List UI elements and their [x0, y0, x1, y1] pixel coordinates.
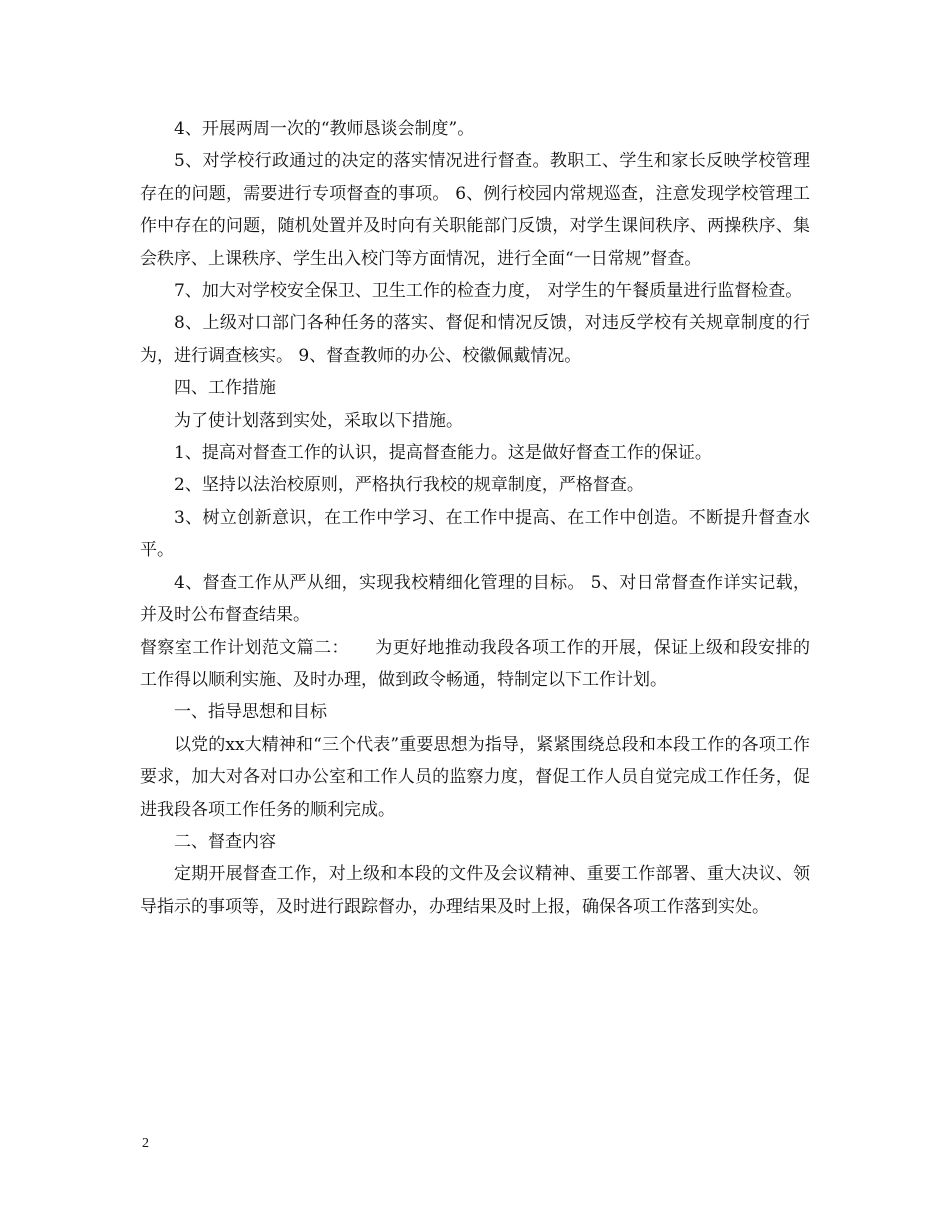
section-heading-measures: 四、工作措施 [174, 378, 276, 399]
paragraph-7: 1、提高对督查工作的认识，提高督查能力。这是做好督查工作的保证。 [174, 443, 712, 464]
paragraph-15: 定期开展督查工作，对上级和本段的文件及会议精神、重要工作部署、重大决议、领导指示的事项等，及时进行跟踪督办，办理结果及时上报，确保各项工作落到实处。 [140, 864, 810, 917]
paragraph-1: 4、开展两周一次的“教师恳谈会制度”。 [174, 119, 475, 139]
document-body [140, 113, 810, 923]
paragraph-2: 5、对学校行政通过的决定的落实情况进行督查。教职工、学生和家长反映学校管理存在的问题，需要进行专项督查的事项。 6、例行校园内常规巡查，注意发现学校管理工作中存在的问题，随机处置并及时向有关职能部门反馈，对学生课间秩序、两操秩序、集会秩序、上课秩序、学生出入校门等方面情况，进行全面“一日常规”督查。 [140, 151, 810, 269]
paragraph-13: 以党的xx大精神和“三个代表”重要思想为指导，紧紧围绕总段和本段工作的各项工作要求，加大对各对口办公室和工作人员的监察力度，督促工作人员自觉完成工作任务，促进我段各项工作任务的顺利完成。 [140, 734, 810, 820]
paragraph-3: 7、加大对学校安全保卫、卫生工作的检查力度， 对学生的午餐质量进行监督检查。 [174, 281, 803, 302]
paragraph-8: 2、坚持以法治校原则，严格执行我校的规章制度，严格督查。 [174, 475, 644, 496]
paragraph-10: 4、督查工作从严从细，实现我校精细化管理的目标。 5、对日常督查作详实记载，并及时公布督查结果。 [140, 572, 810, 626]
page-number: 2 [142, 1136, 149, 1151]
paragraph-11: 督察室工作计划范文篇二： 为更好地推动我段各项工作的开展，保证上级和段安排的工作得以顺利实施、及时办理，做到政令畅通，特制定以下工作计划。 [140, 637, 810, 690]
paragraph-9: 3、树立创新意识，在工作中学习、在工作中提高、在工作中创造。不断提升督查水平。 [140, 507, 810, 561]
paragraph-4: 8、上级对口部门各种任务的落实、督促和情况反馈，对违反学校有关规章制度的行为，进行调查核实。 9、督查教师的办公、校徽佩戴情况。 [140, 313, 810, 366]
section-heading-guiding-thought: 一、指导思想和目标 [174, 702, 327, 723]
section-heading-supervision-content: 二、督查内容 [174, 831, 276, 852]
paragraph-6: 为了使计划落到实处，采取以下措施。 [174, 410, 463, 431]
